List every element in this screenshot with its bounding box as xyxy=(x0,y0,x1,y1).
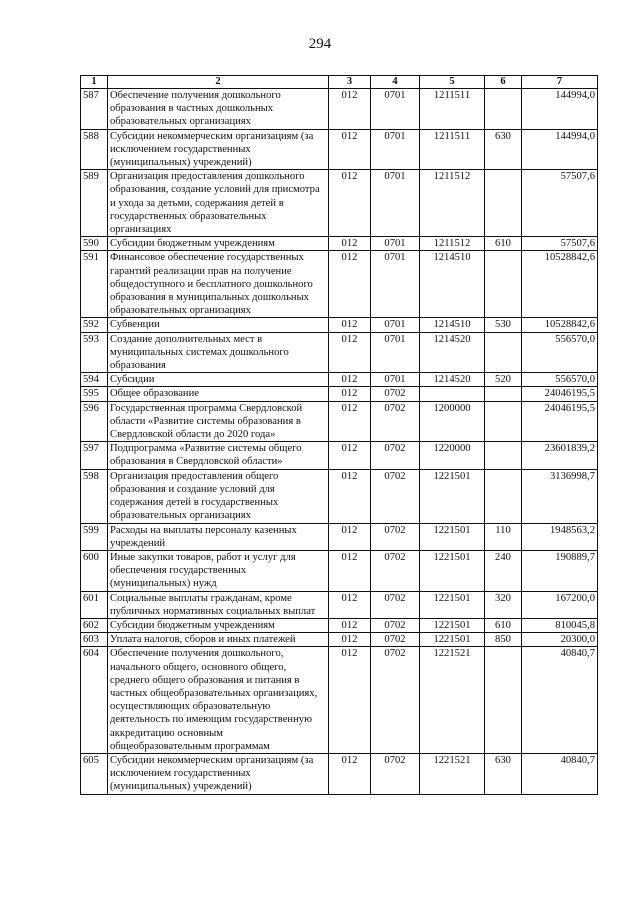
header-cell: 6 xyxy=(485,76,522,89)
expense-type-cell: 850 xyxy=(485,633,522,647)
expense-type-cell: 240 xyxy=(485,550,522,591)
section-code-cell: 0702 xyxy=(371,647,420,754)
expense-type-cell xyxy=(485,251,522,318)
table-row xyxy=(81,469,598,523)
table-row xyxy=(81,129,598,170)
row-number-cell: 595 xyxy=(81,387,108,401)
expense-type-cell xyxy=(485,647,522,754)
row-number-cell: 598 xyxy=(81,469,108,523)
row-number-cell: 604 xyxy=(81,647,108,754)
row-number-cell: 590 xyxy=(81,237,108,251)
amount-cell: 24046195,5 xyxy=(522,387,598,401)
section-code-cell: 0701 xyxy=(371,237,420,251)
section-code-cell: 0702 xyxy=(371,401,420,442)
section-code-cell: 0701 xyxy=(371,332,420,373)
target-item-cell: 1214510 xyxy=(420,251,485,318)
ministry-code-cell: 012 xyxy=(329,550,371,591)
table-row xyxy=(81,332,598,373)
row-name-cell: Уплата налогов, сборов и иных платежей xyxy=(108,633,329,647)
target-item-cell: 1221501 xyxy=(420,591,485,618)
row-name-cell: Организация предоставления общего образования и создание условий для содержания детей в государственных образовательных организациях xyxy=(108,469,329,523)
section-code-cell: 0701 xyxy=(371,89,420,130)
target-item-cell: 1214520 xyxy=(420,373,485,387)
section-code-cell: 0702 xyxy=(371,469,420,523)
target-item-cell xyxy=(420,387,485,401)
target-item-cell: 1220000 xyxy=(420,442,485,469)
amount-cell: 144994,0 xyxy=(522,89,598,130)
section-code-cell: 0701 xyxy=(371,251,420,318)
amount-cell: 57507,6 xyxy=(522,170,598,237)
row-number-cell: 593 xyxy=(81,332,108,373)
header-row xyxy=(81,76,598,89)
table-row xyxy=(81,237,598,251)
target-item-cell: 1221501 xyxy=(420,550,485,591)
row-number-cell: 601 xyxy=(81,591,108,618)
ministry-code-cell: 012 xyxy=(329,251,371,318)
ministry-code-cell: 012 xyxy=(329,523,371,550)
section-code-cell: 0702 xyxy=(371,523,420,550)
expense-type-cell: 610 xyxy=(485,618,522,632)
row-number-cell: 600 xyxy=(81,550,108,591)
table-row xyxy=(81,633,598,647)
header-cell: 5 xyxy=(420,76,485,89)
table-row xyxy=(81,753,598,794)
section-code-cell: 0702 xyxy=(371,618,420,632)
row-number-cell: 605 xyxy=(81,753,108,794)
table-row xyxy=(81,318,598,332)
row-name-cell: Организация предоставления дошкольного образования, создание условий для присмотра и ухода за детьми, содержания детей в государственных образовательных организациях xyxy=(108,170,329,237)
row-number-cell: 592 xyxy=(81,318,108,332)
ministry-code-cell: 012 xyxy=(329,237,371,251)
amount-cell: 24046195,5 xyxy=(522,401,598,442)
ministry-code-cell: 012 xyxy=(329,647,371,754)
row-name-cell: Социальные выплаты гражданам, кроме публичных нормативных социальных выплат xyxy=(108,591,329,618)
ministry-code-cell: 012 xyxy=(329,129,371,170)
table-row xyxy=(81,251,598,318)
target-item-cell: 1211511 xyxy=(420,129,485,170)
expense-type-cell: 630 xyxy=(485,129,522,170)
ministry-code-cell: 012 xyxy=(329,318,371,332)
row-name-cell: Субсидии некоммерческим организациям (за исключением государственных (муниципальных) учреждений) xyxy=(108,753,329,794)
row-number-cell: 599 xyxy=(81,523,108,550)
row-number-cell: 602 xyxy=(81,618,108,632)
target-item-cell: 1221501 xyxy=(420,523,485,550)
table-row xyxy=(81,89,598,130)
table-row xyxy=(81,170,598,237)
header-cell: 1 xyxy=(81,76,108,89)
row-name-cell: Субсидии бюджетным учреждениям xyxy=(108,237,329,251)
table-row xyxy=(81,387,598,401)
table-body xyxy=(81,89,598,795)
header-cell: 3 xyxy=(329,76,371,89)
row-name-cell: Расходы на выплаты персоналу казенных учреждений xyxy=(108,523,329,550)
section-code-cell: 0701 xyxy=(371,373,420,387)
amount-cell: 23601839,2 xyxy=(522,442,598,469)
header-cell: 7 xyxy=(522,76,598,89)
row-name-cell: Субсидии xyxy=(108,373,329,387)
section-code-cell: 0701 xyxy=(371,170,420,237)
amount-cell: 40840,7 xyxy=(522,753,598,794)
section-code-cell: 0702 xyxy=(371,753,420,794)
expense-type-cell: 110 xyxy=(485,523,522,550)
table-row xyxy=(81,618,598,632)
expense-type-cell: 520 xyxy=(485,373,522,387)
expense-type-cell: 610 xyxy=(485,237,522,251)
row-number-cell: 591 xyxy=(81,251,108,318)
amount-cell: 144994,0 xyxy=(522,129,598,170)
row-name-cell: Субсидии некоммерческим организациям (за исключением государственных (муниципальных) учреждений) xyxy=(108,129,329,170)
ministry-code-cell: 012 xyxy=(329,469,371,523)
header-cell: 4 xyxy=(371,76,420,89)
expense-type-cell: 320 xyxy=(485,591,522,618)
section-code-cell: 0702 xyxy=(371,442,420,469)
section-code-cell: 0702 xyxy=(371,550,420,591)
expense-type-cell xyxy=(485,332,522,373)
table-row xyxy=(81,550,598,591)
header-cell: 2 xyxy=(108,76,329,89)
row-name-cell: Субвенции xyxy=(108,318,329,332)
target-item-cell: 1221501 xyxy=(420,618,485,632)
target-item-cell: 1221521 xyxy=(420,647,485,754)
row-name-cell: Обеспечение получения дошкольного образования в частных дошкольных образовательных организациях xyxy=(108,89,329,130)
expense-type-cell: 530 xyxy=(485,318,522,332)
section-code-cell: 0702 xyxy=(371,387,420,401)
amount-cell: 1948563,2 xyxy=(522,523,598,550)
amount-cell: 190889,7 xyxy=(522,550,598,591)
amount-cell: 40840,7 xyxy=(522,647,598,754)
ministry-code-cell: 012 xyxy=(329,89,371,130)
table-row xyxy=(81,591,598,618)
amount-cell: 10528842,6 xyxy=(522,251,598,318)
budget-table xyxy=(80,75,598,795)
section-code-cell: 0702 xyxy=(371,591,420,618)
amount-cell: 10528842,6 xyxy=(522,318,598,332)
row-number-cell: 597 xyxy=(81,442,108,469)
expense-type-cell xyxy=(485,387,522,401)
target-item-cell: 1221501 xyxy=(420,633,485,647)
amount-cell: 57507,6 xyxy=(522,237,598,251)
section-code-cell: 0702 xyxy=(371,633,420,647)
ministry-code-cell: 012 xyxy=(329,332,371,373)
ministry-code-cell: 012 xyxy=(329,442,371,469)
ministry-code-cell: 012 xyxy=(329,387,371,401)
ministry-code-cell: 012 xyxy=(329,170,371,237)
ministry-code-cell: 012 xyxy=(329,373,371,387)
target-item-cell: 1221521 xyxy=(420,753,485,794)
row-number-cell: 594 xyxy=(81,373,108,387)
target-item-cell: 1211512 xyxy=(420,170,485,237)
row-name-cell: Государственная программа Свердловской области «Развитие системы образования в Свердловской области до 2020 года» xyxy=(108,401,329,442)
target-item-cell: 1211512 xyxy=(420,237,485,251)
amount-cell: 810045,8 xyxy=(522,618,598,632)
amount-cell: 556570,0 xyxy=(522,373,598,387)
amount-cell: 3136998,7 xyxy=(522,469,598,523)
table-row xyxy=(81,647,598,754)
row-number-cell: 588 xyxy=(81,129,108,170)
table-row xyxy=(81,442,598,469)
target-item-cell: 1214510 xyxy=(420,318,485,332)
ministry-code-cell: 012 xyxy=(329,618,371,632)
expense-type-cell: 630 xyxy=(485,753,522,794)
row-name-cell: Субсидии бюджетным учреждениям xyxy=(108,618,329,632)
row-name-cell: Финансовое обеспечение государственных гарантий реализации прав на получение общедоступного и бесплатного дошкольного образования в муниципальных дошкольных образовательных организациях xyxy=(108,251,329,318)
target-item-cell: 1211511 xyxy=(420,89,485,130)
ministry-code-cell: 012 xyxy=(329,401,371,442)
row-number-cell: 596 xyxy=(81,401,108,442)
expense-type-cell xyxy=(485,89,522,130)
row-number-cell: 587 xyxy=(81,89,108,130)
row-name-cell: Создание дополнительных мест в муниципальных системах дошкольного образования xyxy=(108,332,329,373)
table-row xyxy=(81,523,598,550)
expense-type-cell xyxy=(485,469,522,523)
target-item-cell: 1214520 xyxy=(420,332,485,373)
ministry-code-cell: 012 xyxy=(329,753,371,794)
ministry-code-cell: 012 xyxy=(329,633,371,647)
expense-type-cell xyxy=(485,442,522,469)
table-row xyxy=(81,401,598,442)
section-code-cell: 0701 xyxy=(371,318,420,332)
amount-cell: 556570,0 xyxy=(522,332,598,373)
row-number-cell: 589 xyxy=(81,170,108,237)
page-number: 294 xyxy=(308,36,332,52)
row-name-cell: Иные закупки товаров, работ и услуг для обеспечения государственных (муниципальных) нужд xyxy=(108,550,329,591)
row-name-cell: Подпрограмма «Развитие системы общего образования в Свердловской области» xyxy=(108,442,329,469)
ministry-code-cell: 012 xyxy=(329,591,371,618)
expense-type-cell xyxy=(485,170,522,237)
row-number-cell: 603 xyxy=(81,633,108,647)
target-item-cell: 1221501 xyxy=(420,469,485,523)
target-item-cell: 1200000 xyxy=(420,401,485,442)
row-name-cell: Общее образование xyxy=(108,387,329,401)
expense-type-cell xyxy=(485,401,522,442)
amount-cell: 20300,0 xyxy=(522,633,598,647)
amount-cell: 167200,0 xyxy=(522,591,598,618)
table-row xyxy=(81,373,598,387)
row-name-cell: Обеспечение получения дошкольного, начального общего, основного общего, среднего общего образования и питания в частных общеобразовательных организациях, осуществляющих образовательную деятельность по имеющим государственную аккредитацию основным общеобразовательным программам xyxy=(108,647,329,754)
section-code-cell: 0701 xyxy=(371,129,420,170)
